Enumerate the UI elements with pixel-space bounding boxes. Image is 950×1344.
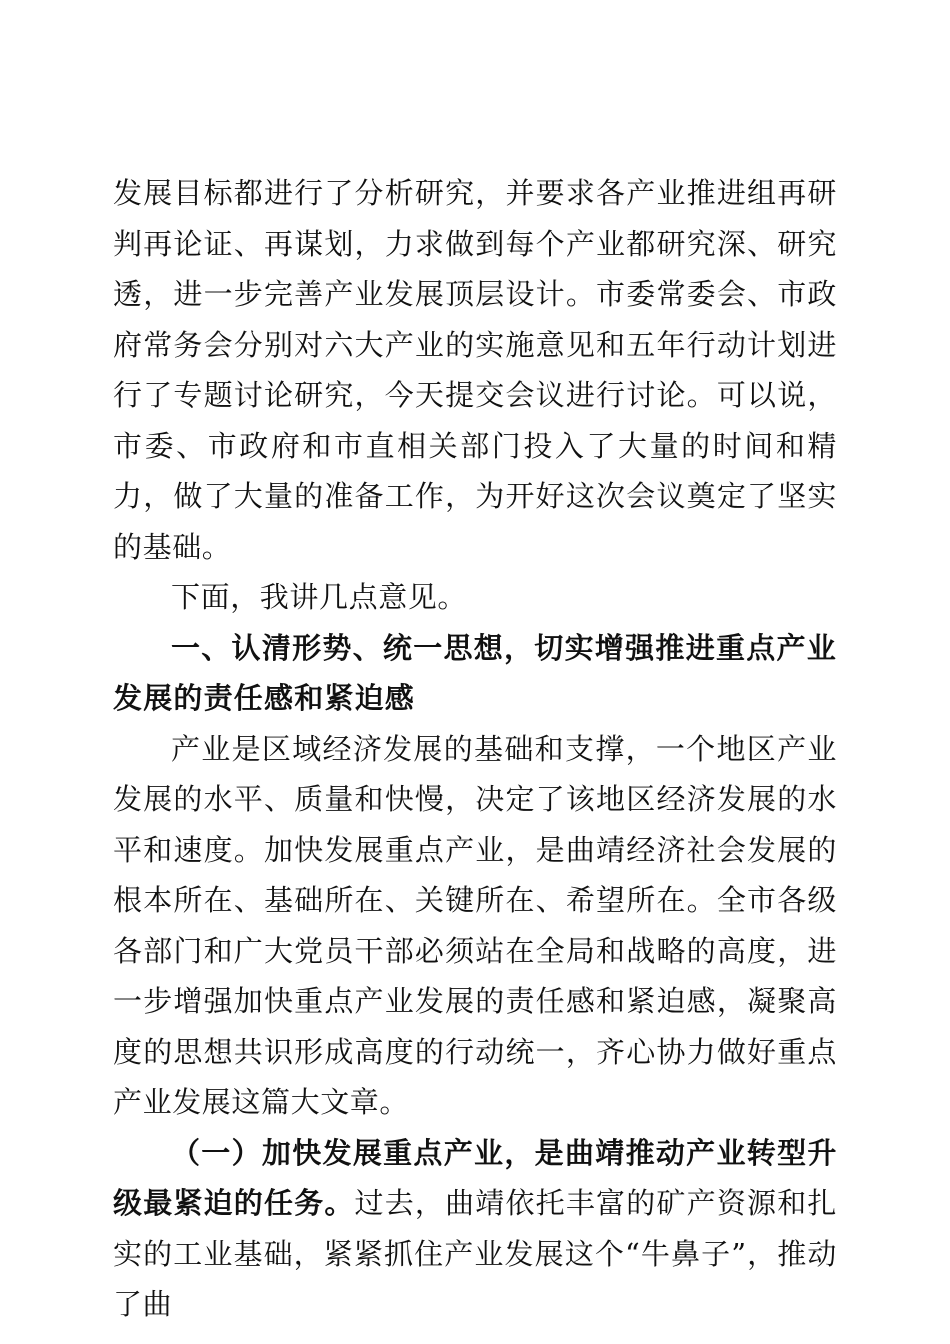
- body-paragraph: 下面，我讲几点意见。: [171, 580, 468, 614]
- body-paragraph: 产业是区域经济发展的基础和支撑，一个地区产业发展的水平、质量和快慢，决定了该地区经济发展的水平和速度。加快发展重点产业，是曲靖经济社会发展的根本所在、基础所在、关键所在、希望所在。全市各级各部门和广大党员干部必须站在全局和战略的高度，进一步增强加快重点产业发展的责任感和紧迫感，凝聚高度的思想共识形成高度的行动统一，齐心协力做好重点产业发展这篇大文章。: [113, 731, 837, 1119]
- section-heading: 一、认清形势、统一思想，切实增强推进重点产业发展的责任感和紧迫感: [113, 630, 837, 715]
- subsection-text: 过去，曲靖依托丰富的矿产资源和扎实的工业基础，紧紧抓住产业发展这个“牛鼻子”，推动了曲: [113, 1186, 837, 1321]
- body-paragraph: 发展目标都进行了分析研究，并要求各产业推进组再研判再论证、再谋划，力求做到每个产业都研究深、研究透，进一步完善产业发展顶层设计。市委常委会、市政府常务会分别对六大产业的实施意见和五年行动计划进行了专题讨论研究，今天提交会议进行讨论。可以说，市委、市政府和市直相关部门投入了大量的时间和精力，做了大量的准备工作，为开好这次会议奠定了坚实的基础。: [113, 176, 837, 564]
- document-body: [113, 168, 837, 1330]
- subsection-paragraph: [113, 1128, 837, 1330]
- subsection-heading: （一）加快发展重点产业，是曲靖推动产业转型升级最紧迫的任务。: [113, 1135, 837, 1220]
